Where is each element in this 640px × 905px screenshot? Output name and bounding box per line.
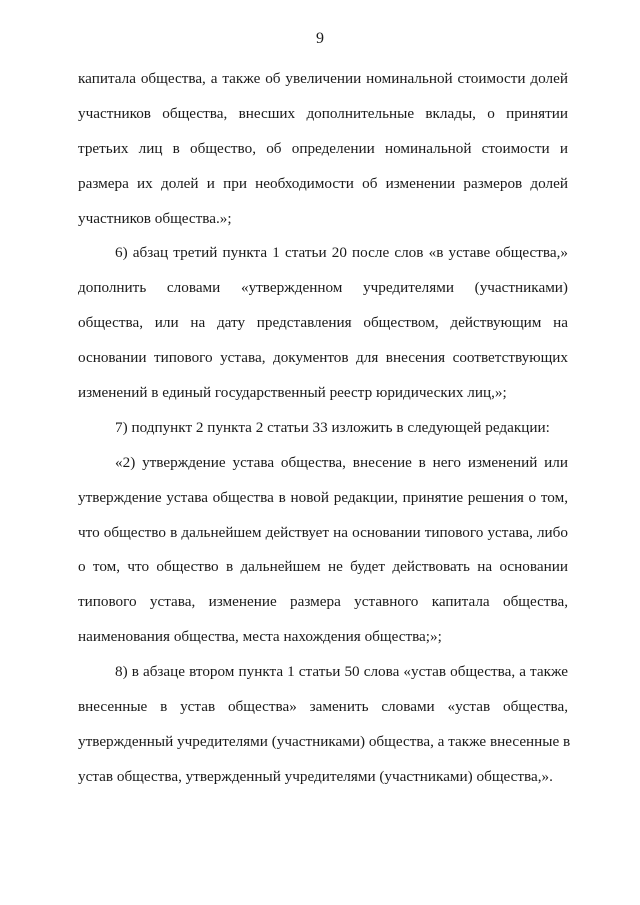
document-body xyxy=(78,62,571,795)
text-line: 7) подпункт 2 пункта 2 статьи 33 изложить в следующей редакции: xyxy=(115,418,550,436)
text-line: основании типового устава, документов для внесения соответствующих xyxy=(78,349,568,367)
text-line: третьих лиц в общество, об определении номинальной стоимости и xyxy=(78,139,568,157)
text-line: «2) утверждение устава общества, внесение в него изменений или xyxy=(115,453,568,471)
text-line: наименования общества, места нахождения общества;»; xyxy=(78,628,442,646)
text-line: типового устава, изменение размера уставного капитала общества, xyxy=(78,593,568,611)
text-line: 6) абзац третий пункта 1 статьи 20 после слов «в уставе общества,» xyxy=(115,244,568,262)
text-line: общества, или на дату представления обществом, действующим на xyxy=(78,314,568,332)
text-line: о том, что общество в дальнейшем не будет действовать на основании xyxy=(78,558,568,576)
text-line: изменений в единый государственный реестр юридических лиц,»; xyxy=(78,384,507,402)
paragraph-item-8 xyxy=(78,655,571,795)
page-number: 9 xyxy=(316,30,324,47)
paragraph-1 xyxy=(78,62,568,236)
text-line: утверждение устава общества в новой редакции, принятие решения о том, xyxy=(78,488,568,506)
text-line: внесенные в устав общества» заменить словами «устав общества, xyxy=(78,698,568,716)
paragraph-item-7 xyxy=(78,411,568,446)
text-line: утвержденный учредителями (участниками) общества, а также внесенные в xyxy=(78,732,571,750)
text-line: 8) в абзаце втором пункта 1 статьи 50 слова «устав общества, а также xyxy=(115,663,568,681)
text-line: капитала общества, а также об увеличении номинальной стоимости долей xyxy=(78,70,568,87)
text-line: что общество в дальнейшем действует на основании типового устава, либо xyxy=(78,523,568,541)
text-line: участников общества.»; xyxy=(78,209,232,227)
text-line: размера их долей и при необходимости об изменении размеров долей xyxy=(78,174,568,192)
text-line: устав общества, утвержденный учредителями (участниками) общества,». xyxy=(78,767,553,785)
paragraph-quoted-subitem-2 xyxy=(78,446,568,655)
text-line: дополнить словами «утвержденном учредителями (участниками) xyxy=(78,279,568,297)
paragraph-item-6 xyxy=(78,236,568,410)
text-line: участников общества, внесших дополнительные вклады, о принятии xyxy=(78,104,568,122)
